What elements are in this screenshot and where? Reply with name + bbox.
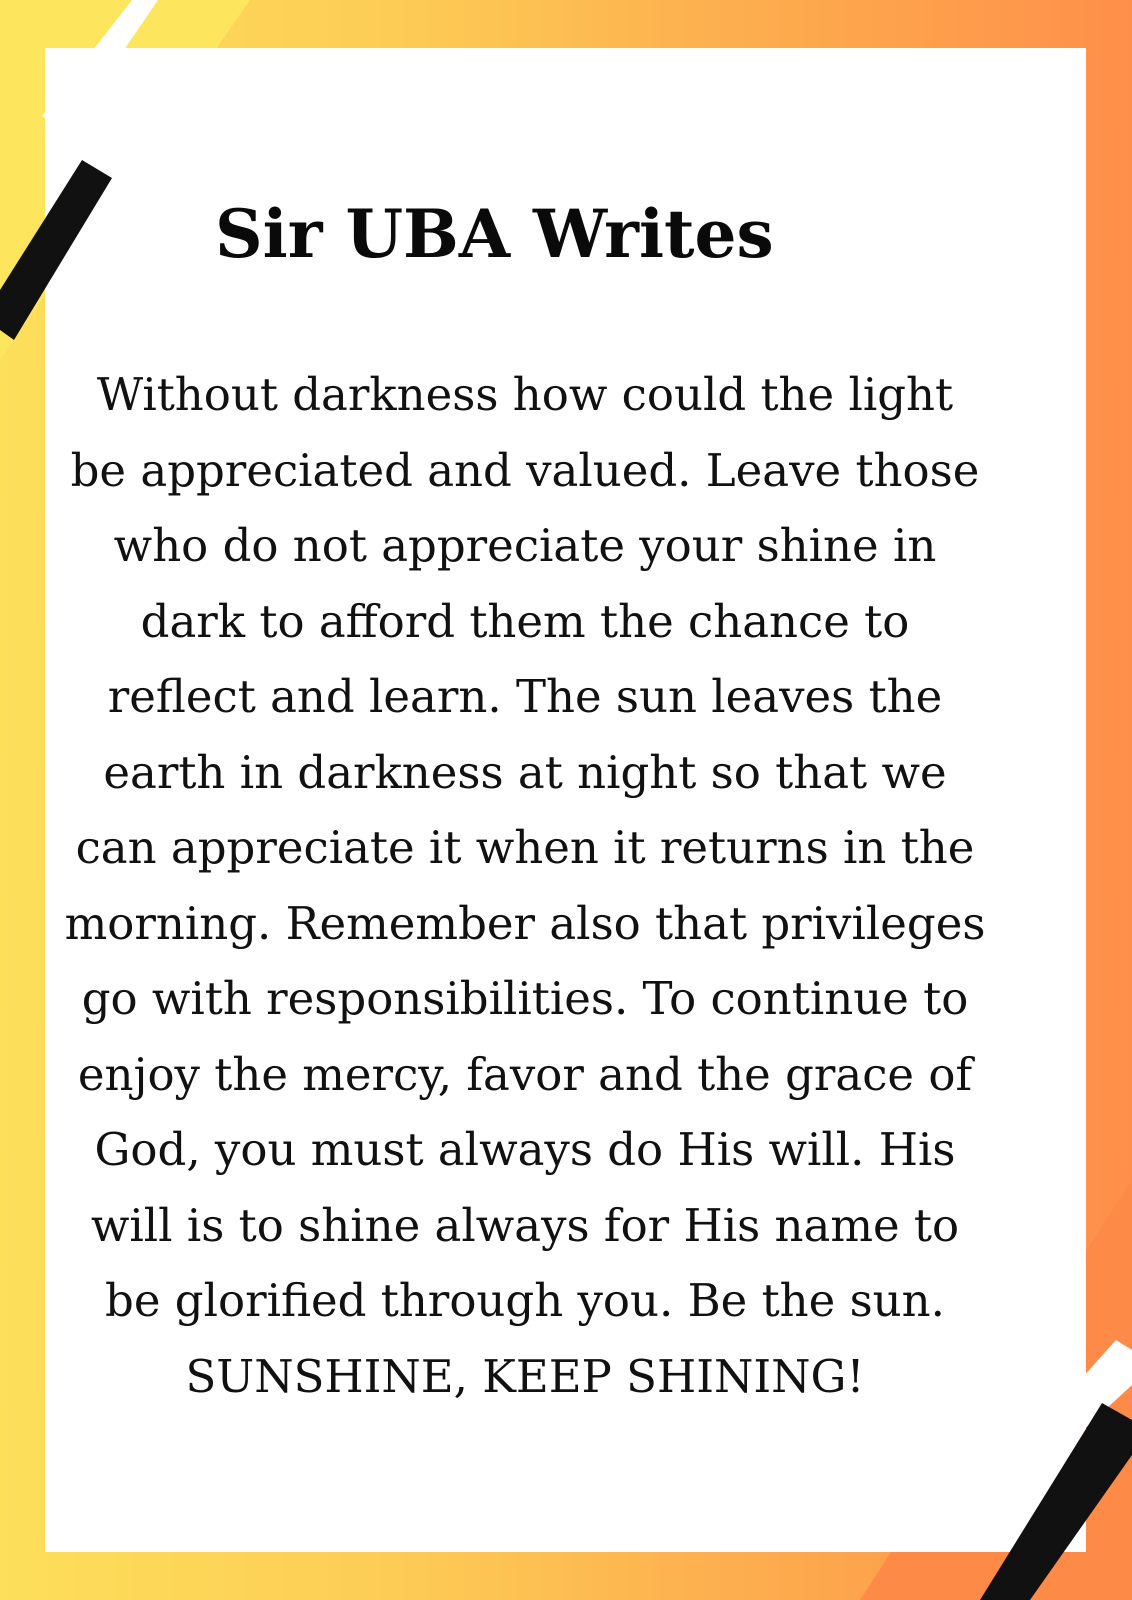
quote-line: can appreciate it when it returns in the xyxy=(75,821,975,874)
quote-line: Without darkness how could the light xyxy=(96,368,954,421)
quote-line: reflect and learn. The sun leaves the xyxy=(107,670,943,723)
quote-line: will is to shine always for His name to xyxy=(90,1198,960,1252)
quote-line: be appreciated and valued. Leave those xyxy=(70,443,980,497)
quote-line: go with responsibilities. To continue to xyxy=(81,972,969,1025)
quote-line: God, you must always do His will. His xyxy=(94,1123,956,1176)
page-title: Sir UBA Writes xyxy=(215,195,774,273)
quote-line: morning. Remember also that privileges xyxy=(64,896,986,950)
quote-line: who do not appreciate your shine in xyxy=(113,519,937,572)
quote-line: earth in darkness at night so that we xyxy=(103,745,947,799)
quote-line: dark to afford them the chance to xyxy=(140,594,910,648)
quote-line: enjoy the mercy, favor and the grace of xyxy=(77,1047,973,1101)
quote-body xyxy=(25,357,1025,1414)
quote-closing-line: SUNSHINE, KEEP SHINING! xyxy=(185,1349,865,1403)
quote-line: be glorified through you. Be the sun. xyxy=(105,1274,945,1327)
